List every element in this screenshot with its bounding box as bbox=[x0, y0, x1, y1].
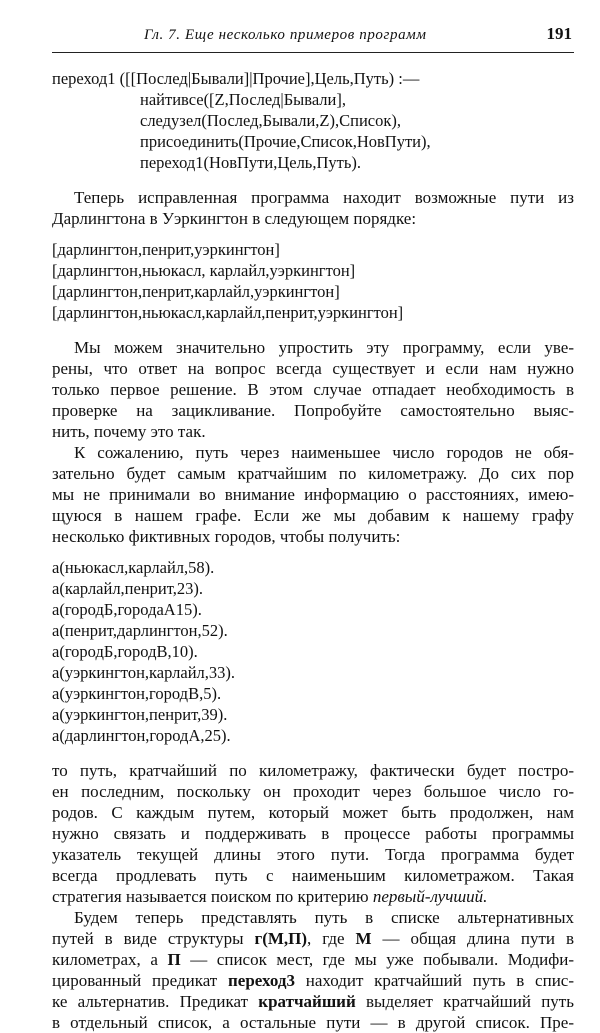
text-line bbox=[52, 949, 574, 970]
route-line: [дарлингтон,ньюкасл,карлайл,пенрит,уэркингтон] bbox=[52, 303, 404, 322]
text-fragment: цированный предикат bbox=[52, 971, 228, 990]
text-line: рены, что ответ на вопрос всегда существует и если нам нужно bbox=[52, 359, 574, 378]
text-line: мы не принимали во внимание информацию о расстояниях, имею- bbox=[52, 485, 574, 504]
paragraph-1 bbox=[52, 187, 574, 229]
fact-line: а(карлайл,пенрит,23). bbox=[52, 579, 203, 598]
bold-term: П bbox=[167, 950, 181, 969]
clause-block bbox=[52, 68, 574, 173]
routes-list bbox=[52, 239, 574, 323]
text-line: проверке на зацикливание. Попробуйте самостоятельно выяс- bbox=[52, 401, 574, 420]
text-line: несколько фиктивных городов, чтобы получить: bbox=[52, 527, 401, 546]
page-number: 191 bbox=[546, 24, 572, 43]
text-line: нужно связать и поддерживать в процессе работы программы bbox=[52, 824, 574, 843]
page-header bbox=[52, 22, 574, 53]
text-line: ен последним, поскольку он проходит через большое число го- bbox=[52, 782, 574, 801]
fact-line: а(городБ,городВ,10). bbox=[52, 642, 198, 661]
text-fragment: , где bbox=[307, 929, 356, 948]
paragraph-4 bbox=[52, 760, 574, 907]
fact-line: а(дарлингтон,городА,25). bbox=[52, 726, 231, 745]
fact-line: а(уэркингтон,карлайл,33). bbox=[52, 663, 236, 682]
fact-line: а(городБ,городаА15). bbox=[52, 600, 202, 619]
page-body bbox=[52, 68, 574, 1033]
paragraph-5 bbox=[52, 907, 574, 1033]
emphasis-term: первый-лучший. bbox=[372, 887, 488, 906]
text-fragment: ке альтернатив. Предикат bbox=[52, 992, 259, 1011]
text-line bbox=[52, 928, 574, 949]
text-line: К сожалению, путь через наименьшее число городов не обя- bbox=[74, 443, 574, 462]
clause-line: переход1 ([[Послед|Бывали]|Прочие],Цель,Путь) :— bbox=[52, 69, 420, 88]
bold-term: М bbox=[355, 929, 372, 948]
text-line bbox=[52, 886, 574, 907]
text-fragment: километрах, а bbox=[52, 950, 168, 969]
text-line: щуюся в нашем графе. Если же мы добавим к нашему графу bbox=[52, 506, 574, 525]
text-line: только первое решение. В этом случае отпадает необходимость в bbox=[52, 380, 574, 399]
text-line: Мы можем значительно упростить эту программу, если уве- bbox=[74, 338, 574, 357]
fact-line: а(уэркингтон,пенрит,39). bbox=[52, 705, 228, 724]
text-fragment: выделяет кратчайший путь bbox=[355, 992, 574, 1011]
fact-line: а(уэркингтон,городВ,5). bbox=[52, 684, 222, 703]
bold-term: г(М,П) bbox=[254, 929, 308, 948]
text-line: родов. С каждым путем, который может быть продолжен, нам bbox=[52, 803, 574, 822]
fact-line: а(пенрит,дарлингтон,52). bbox=[52, 621, 228, 640]
text-fragment: находит кратчайший путь в спис- bbox=[294, 971, 574, 990]
text-line: зательно будет самым кратчайшим по километражу. До сих пор bbox=[52, 464, 574, 483]
text-line: Теперь исправленная программа находит возможные пути из bbox=[74, 188, 574, 207]
text-fragment: — список мест, где мы уже побывали. Модифи- bbox=[180, 950, 574, 969]
text-line: в отдельный список, а остальные пути — в другой список. Пре- bbox=[52, 1013, 574, 1032]
text-fragment: стратегия называется поиском по критерию bbox=[52, 887, 373, 906]
bold-term: переход3 bbox=[228, 971, 295, 990]
text-fragment: путей в виде структуры bbox=[52, 929, 255, 948]
text-line bbox=[52, 991, 574, 1012]
text-line: то путь, кратчайший по километражу, фактически будет постро- bbox=[52, 761, 574, 780]
text-line: Дарлингтона в Уэркингтон в следующем порядке: bbox=[52, 209, 417, 228]
route-line: [дарлингтон,ньюкасл, карлайл,уэркингтон] bbox=[52, 261, 356, 280]
clause-line: следузел(Послед,Бывали,Z),Список), bbox=[140, 111, 402, 130]
text-line: нить, почему это так. bbox=[52, 422, 206, 441]
text-line: всегда продлевать путь с наименьшим километражом. Такая bbox=[52, 866, 574, 885]
clause-line: присоединить(Прочие,Список,НовПути), bbox=[140, 132, 431, 151]
running-title: Гл. 7. Еще несколько примеров программ bbox=[144, 27, 427, 43]
text-line: указатель текущей длины этого пути. Тогда программа будет bbox=[52, 845, 574, 864]
text-line bbox=[52, 970, 574, 991]
paragraph-3 bbox=[52, 442, 574, 547]
bold-term: кратчайший bbox=[258, 992, 356, 1011]
paragraph-2 bbox=[52, 337, 574, 442]
text-fragment: — общая длина пути в bbox=[371, 929, 574, 948]
clause-line: переход1(НовПути,Цель,Путь). bbox=[140, 153, 361, 172]
route-line: [дарлингтон,пенрит,карлайл,уэркингтон] bbox=[52, 282, 340, 301]
clause-line: найтивсе([Z,Послед|Бывали], bbox=[140, 90, 346, 109]
fact-line: а(ньюкасл,карлайл,58). bbox=[52, 558, 215, 577]
route-line: [дарлингтон,пенрит,уэркингтон] bbox=[52, 240, 280, 259]
facts-list bbox=[52, 557, 574, 746]
text-line: Будем теперь представлять путь в списке альтернативных bbox=[74, 908, 574, 927]
